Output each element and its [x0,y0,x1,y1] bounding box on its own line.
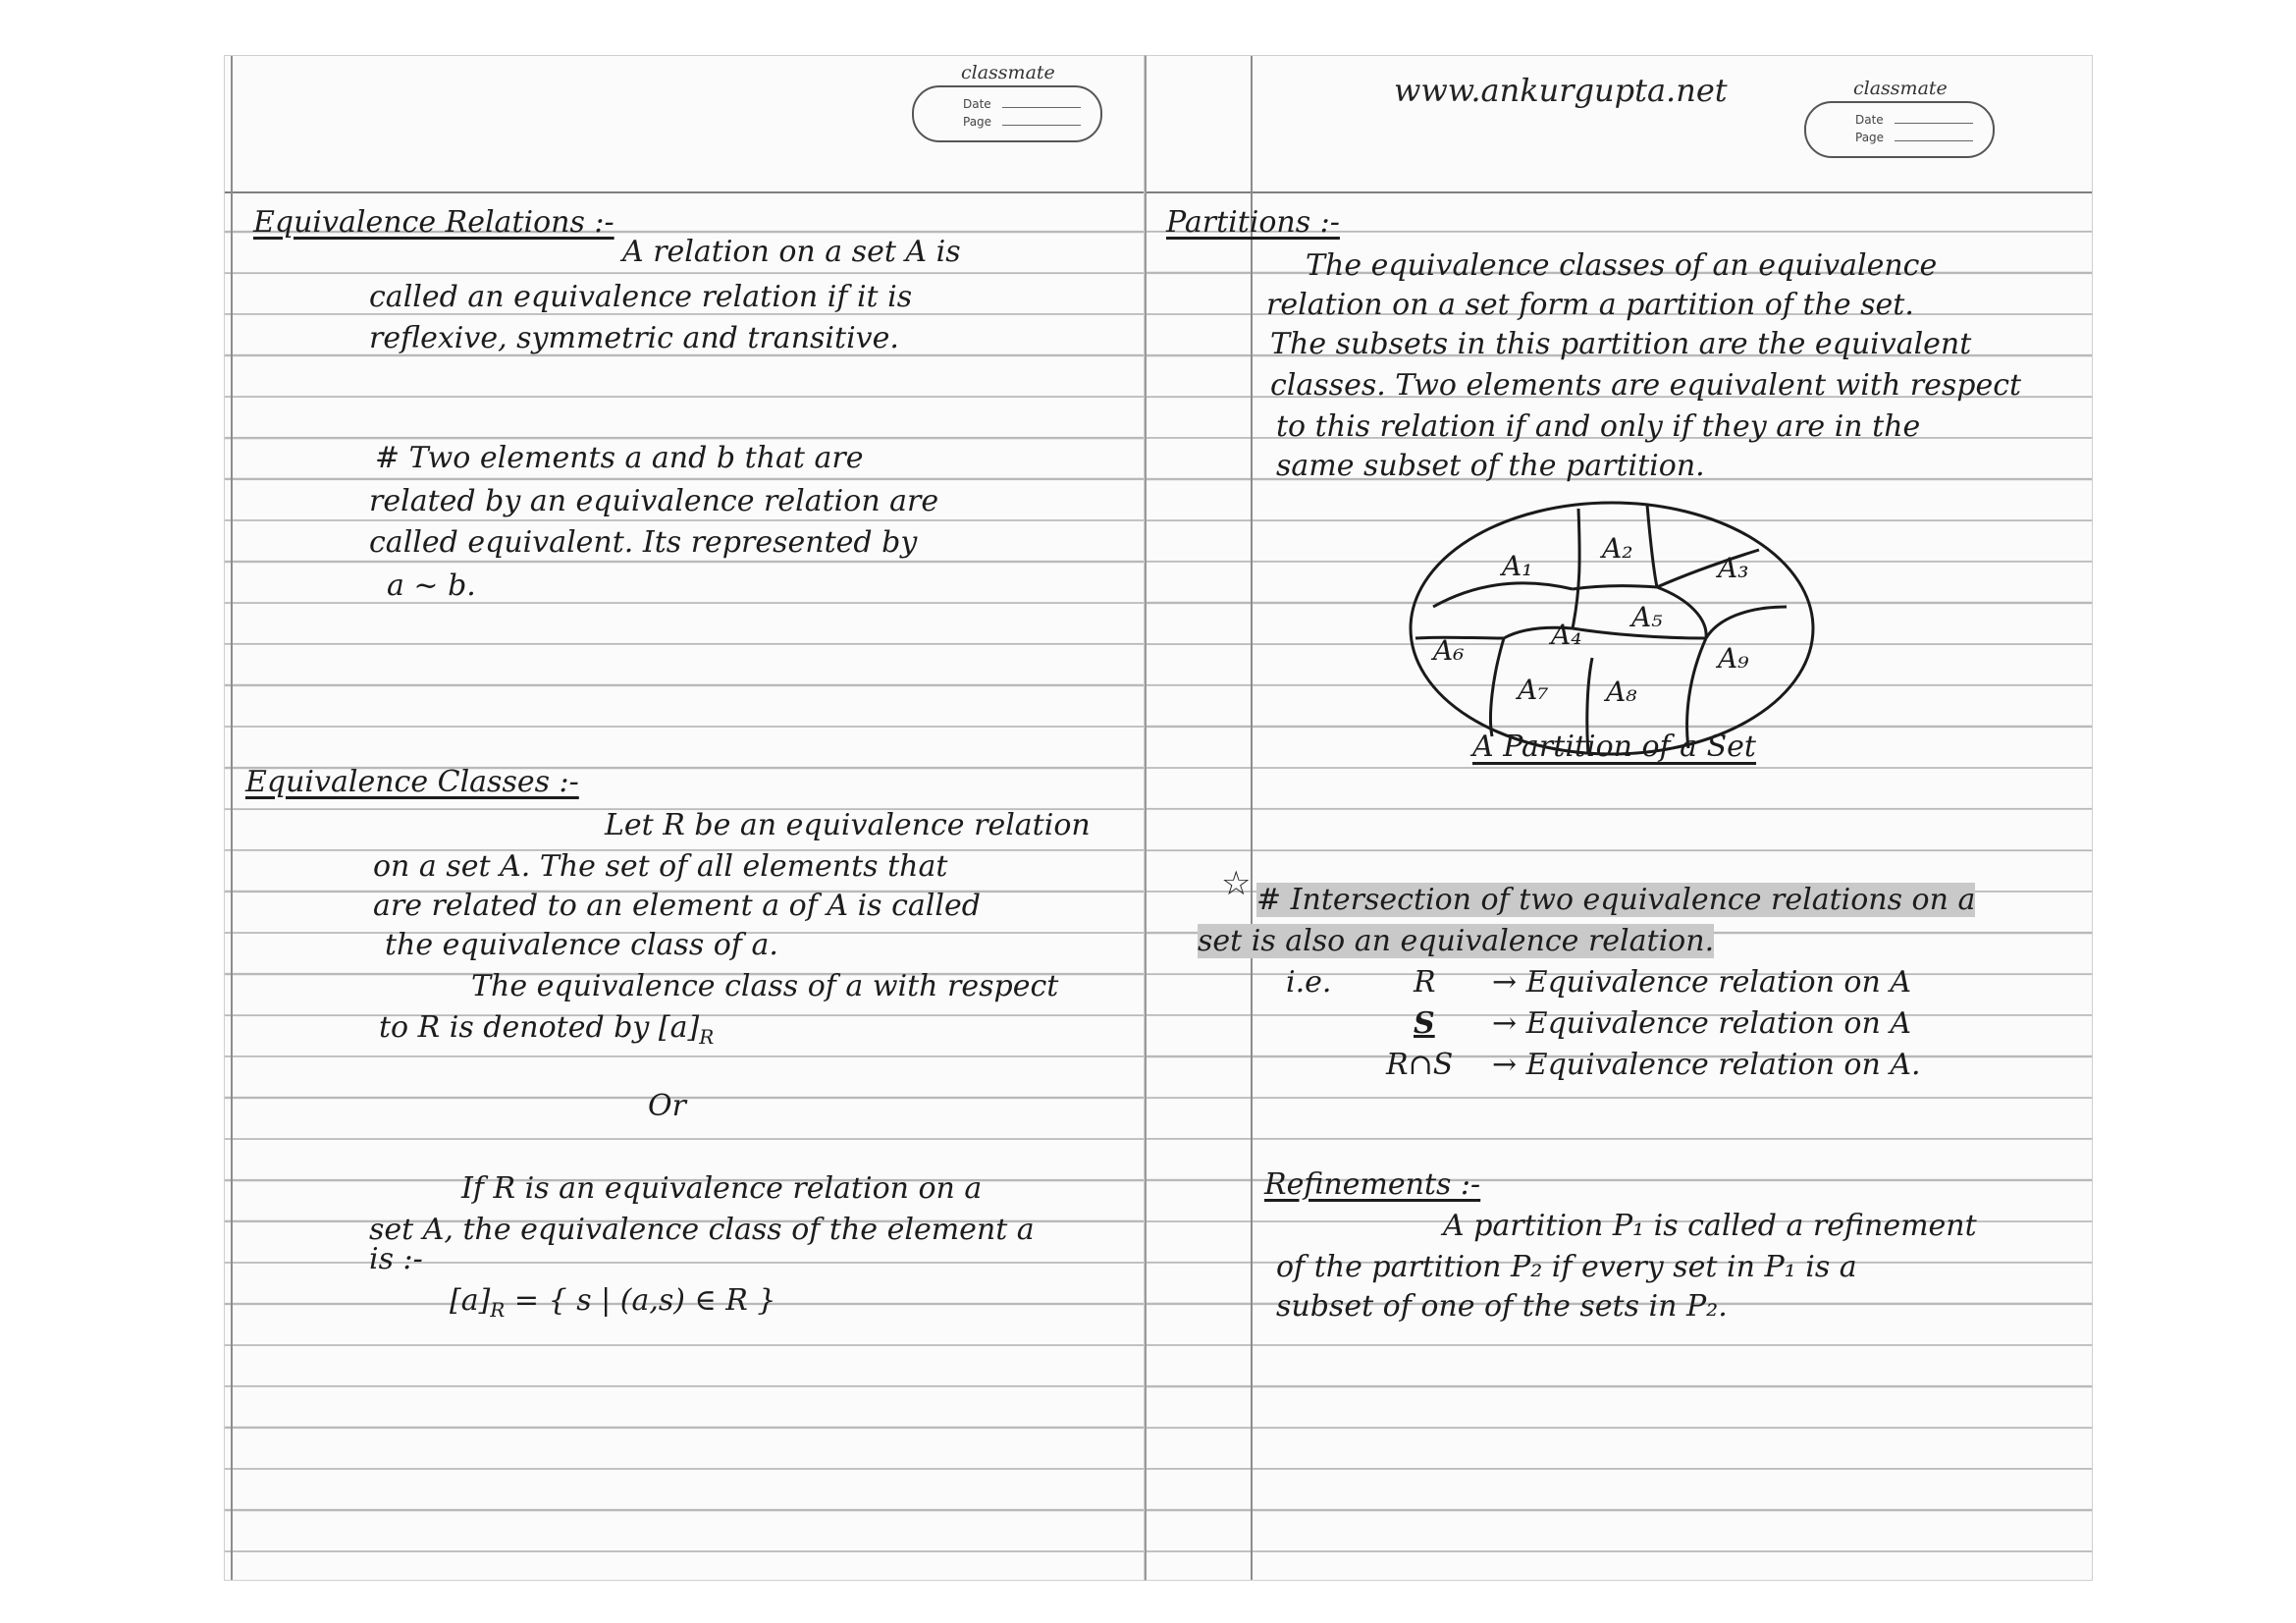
equivalence-classes-line6 [379,1007,714,1057]
equivalence-classes-line2: on a set A. The set of all elements that [373,849,948,884]
subset-label: A₁ [1502,550,1533,582]
subset-label: A₉ [1718,642,1749,675]
formula-rhs: = { s | (a,s) ∈ R } [505,1283,776,1318]
refinements-line3: subset of one of the sets in P₂. [1276,1289,1728,1324]
right-classmate-logo [1794,78,2001,164]
equivalent-note-line4: a ~ b. [387,568,476,603]
page-line [1895,140,1973,141]
relation-r-lhs: R [1414,965,1436,1000]
partition-border [1647,505,1657,587]
subset-label: A₃ [1718,552,1749,584]
partitions-line1: The equivalence classes of an equivalence [1306,248,1938,283]
equivalence-relations-line3: reflexive, symmetric and transitive. [369,321,899,355]
left-page-margin-line [231,56,233,1580]
equivalence-relations-line1: A relation on a set A is [622,235,961,269]
page-label: Page [1855,131,1885,144]
equivalent-note-line3: called equivalent. Its represented by [369,525,918,560]
date-line [1895,123,1973,124]
subset-label: A₈ [1606,676,1637,708]
partition-border [1706,607,1787,638]
subset-label: A₄ [1551,619,1582,651]
formula-lhs: [a] [450,1283,491,1318]
intersection-highlight-1: # Intersection of two equivalence relations on a [1256,883,1976,917]
relation-intersection-lhs: R∩S [1386,1048,1454,1082]
classmate-brand-name: classmate [1853,78,1948,99]
class-notation-subscript: R [699,1025,715,1049]
partition-border [1573,586,1657,589]
partitions-heading: Partitions :- [1166,205,1340,240]
equivalence-classes-heading: Equivalence Classes :- [245,765,579,799]
class-notation-text: to R is denoted by [a] [379,1010,700,1045]
partition-border [1573,509,1579,628]
formula-subscript: R [490,1298,506,1322]
equivalence-classes-line3: are related to an element a of A is called [373,889,981,923]
relation-s-lhs: S [1414,1006,1435,1041]
partition-border [1433,583,1573,607]
diagram-caption: A Partition of a Set [1472,730,1756,764]
date-line [1002,107,1081,108]
date-label: Date [1855,113,1884,127]
date-page-scroll [1804,101,1995,158]
equivalence-classes-line9: is :- [369,1242,423,1276]
page-line [1002,125,1081,126]
partitions-line6: same subset of the partition. [1276,449,1705,483]
equivalent-note-line1: # Two elements a and b that are [375,441,864,475]
star-icon: ☆ [1221,864,1252,903]
equivalent-note-line2: related by an equivalence relation are [369,484,939,518]
equivalence-class-formula [450,1280,775,1330]
relation-s-rhs: → Equivalence relation on A [1492,1006,1912,1041]
classmate-brand-name: classmate [961,62,1055,83]
partition-border [1491,638,1505,736]
refinements-heading: Refinements :- [1264,1167,1481,1202]
partitions-line4: classes. Two elements are equivalent with respect [1270,368,2022,403]
relation-intersection-rhs: → Equivalence relation on A. [1492,1048,1921,1082]
right-page-margin-line [1251,56,1253,1580]
partitions-line3: The subsets in this partition are the equivalent [1270,327,1972,361]
subset-label: A₂ [1602,532,1633,565]
intersection-line1 [1256,880,1975,920]
equivalence-relations-heading: Equivalence Relations :- [253,205,614,240]
left-classmate-logo [902,62,1108,148]
date-page-scroll [912,85,1102,142]
subset-label: A₆ [1433,634,1465,667]
refinements-line1: A partition P₁ is called a refinement [1443,1209,1977,1243]
ie-label: i.e. [1286,965,1332,1000]
equivalence-classes-line1: Let R be an equivalence relation [605,808,1091,842]
equivalence-classes-line4: the equivalence class of a. [385,928,778,962]
subset-label: A₇ [1518,674,1549,706]
equivalence-classes-line5: The equivalence class of a with respect [471,969,1059,1003]
equivalence-classes-line8: set A, the equivalence class of the element a [369,1213,1035,1247]
intersection-line2 [1198,921,1714,961]
partitions-line2: relation on a set form a partition of the set. [1266,288,1914,322]
date-label: Date [963,97,991,111]
page-label: Page [963,115,992,129]
subset-label: A₅ [1631,601,1663,633]
equivalence-relations-line2: called an equivalence relation if it is [369,280,913,314]
website-url: www.ankurgupta.net [1394,72,1728,109]
intersection-highlight-2: set is also an equivalence relation. [1198,924,1715,958]
refinements-line2: of the partition P₂ if every set in P₁ is a [1276,1250,1857,1284]
equivalence-classes-line7: If R is an equivalence relation on a [461,1171,983,1206]
relation-r-rhs: → Equivalence relation on A [1492,965,1912,1000]
partitions-line5: to this relation if and only if they are in the [1276,409,1921,444]
or-separator: Or [648,1089,686,1123]
partition-border [1657,587,1706,638]
